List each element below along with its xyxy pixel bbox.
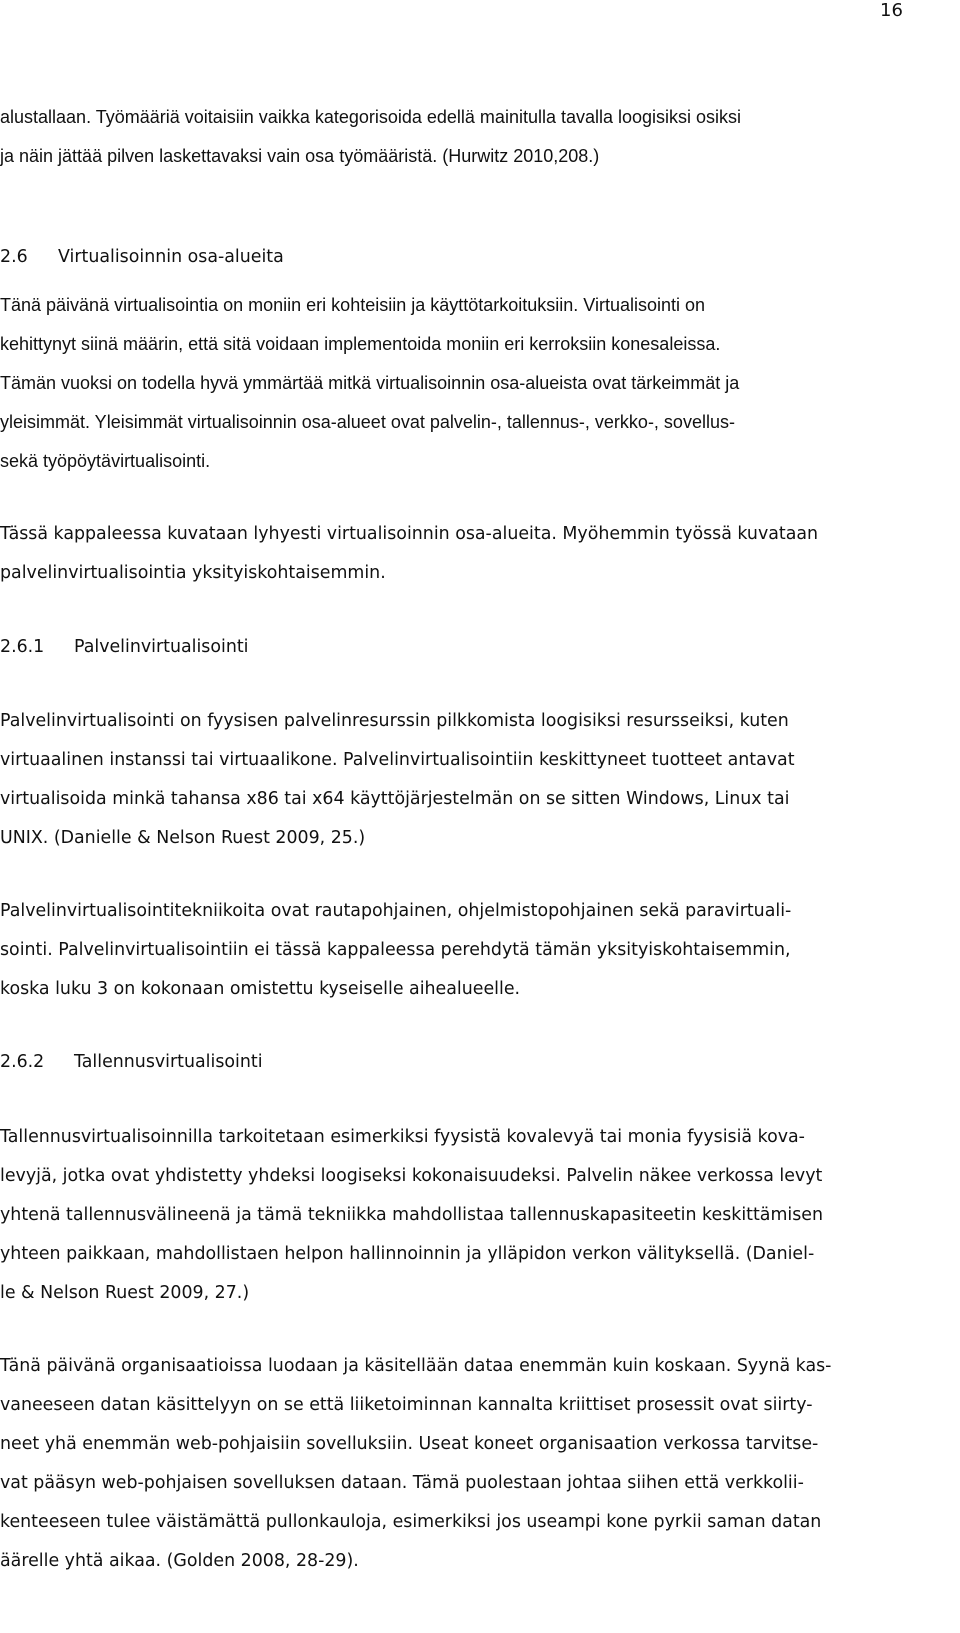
section-title: Virtualisoinnin osa-alueita	[58, 247, 284, 267]
paragraph-line: virtuaalinen instanssi tai virtuaalikone. Palvelinvirtualisointiin keskittyneet tuotteet antavat	[0, 750, 795, 770]
paragraph-line: yhtenä tallennusvälineenä ja tämä tekniikka mahdollistaa tallennuskapasiteetin keskittämisen	[0, 1205, 824, 1225]
paragraph-line: Tallennusvirtualisoinnilla tarkoitetaan esimerkiksi fyysistä kovalevyä tai monia fyysisiä kova-	[0, 1127, 805, 1147]
paragraph-line: sointi. Palvelinvirtualisointiin ei tässä kappaleessa perehdytä tämän yksityiskohtaisemmin,	[0, 940, 791, 960]
paragraph-line: yhteen paikkaan, mahdollistaen helpon hallinnoinnin ja ylläpidon verkon välityksellä. (Daniel-	[0, 1244, 815, 1264]
section-title: Palvelinvirtualisointi	[74, 637, 249, 657]
paragraph-line: Tämän vuoksi on todella hyvä ymmärtää mitkä virtualisoinnin osa-alueista ovat tärkeimmät ja	[0, 373, 740, 393]
paragraph-line: virtualisoida minkä tahansa x86 tai x64 käyttöjärjestelmän on se sitten Windows, Linux tai	[0, 789, 790, 809]
paragraph-line: ja näin jättää pilven laskettavaksi vain osa työmääristä. (Hurwitz 2010,208.)	[0, 146, 600, 166]
paragraph-line: vaneeseen datan käsittelyyn on se että liiketoiminnan kannalta kriittiset prosessit ovat siirty-	[0, 1395, 813, 1415]
paragraph-line: Tänä päivänä organisaatioissa luodaan ja käsitellään dataa enemmän kuin koskaan. Syynä kas-	[0, 1356, 832, 1376]
paragraph-line: vat pääsyn web-pohjaisen sovelluksen dataan. Tämä puolestaan johtaa siihen että verkkolii-	[0, 1473, 804, 1493]
paragraph-line: koska luku 3 on kokonaan omistettu kyseiselle aihealueelle.	[0, 979, 521, 999]
paragraph-line: Tässä kappaleessa kuvataan lyhyesti virtualisoinnin osa-alueita. Myöhemmin työssä kuvataan	[0, 524, 819, 544]
paragraph-line: kenteeseen tulee väistämättä pullonkauloja, esimerkiksi jos useampi kone pyrkii saman datan	[0, 1512, 822, 1532]
page-number: 16	[880, 0, 903, 21]
section-heading	[0, 636, 249, 658]
paragraph-line: le & Nelson Ruest 2009, 27.)	[0, 1283, 250, 1303]
paragraph-line: yleisimmät. Yleisimmät virtualisoinnin osa-alueet ovat palvelin-, tallennus-, verkko-, sovellus-	[0, 412, 735, 432]
paragraph-line: UNIX. (Danielle & Nelson Ruest 2009, 25.)	[0, 828, 366, 848]
paragraph-line: Palvelinvirtualisointitekniikoita ovat rautapohjainen, ohjelmistopohjainen sekä paravirtuali-	[0, 901, 792, 921]
paragraph-line: palvelinvirtualisointia yksityiskohtaisemmin.	[0, 563, 386, 583]
paragraph-line: kehittynyt siinä määrin, että sitä voidaan implementoida moniin eri kerroksiin konesaleissa.	[0, 334, 721, 354]
section-heading	[0, 246, 284, 268]
section-number: 2.6	[0, 247, 28, 267]
paragraph-line: sekä työpöytävirtualisointi.	[0, 451, 211, 471]
paragraph-line: äärelle yhtä aikaa. (Golden 2008, 28-29).	[0, 1551, 359, 1571]
paragraph-line: levyjä, jotka ovat yhdistetty yhdeksi loogiseksi kokonaisuudeksi. Palvelin näkee verkossa levyt	[0, 1166, 823, 1186]
section-number: 2.6.1	[0, 637, 45, 657]
section-heading	[0, 1051, 263, 1073]
paragraph-line: Tänä päivänä virtualisointia on moniin eri kohteisiin ja käyttötarkoituksiin. Virtualisointi on	[0, 295, 706, 315]
paragraph-line: neet yhä enemmän web-pohjaisiin sovelluksiin. Useat koneet organisaation verkossa tarvitse-	[0, 1434, 819, 1454]
paragraph-line: alustallaan. Työmääriä voitaisiin vaikka kategorisoida edellä mainitulla tavalla loogisiksi osiksi	[0, 107, 742, 127]
section-number: 2.6.2	[0, 1052, 45, 1072]
section-title: Tallennusvirtualisointi	[74, 1052, 263, 1072]
paragraph-line: Palvelinvirtualisointi on fyysisen palvelinresurssin pilkkomista loogisiksi resursseiksi, kuten	[0, 711, 789, 731]
